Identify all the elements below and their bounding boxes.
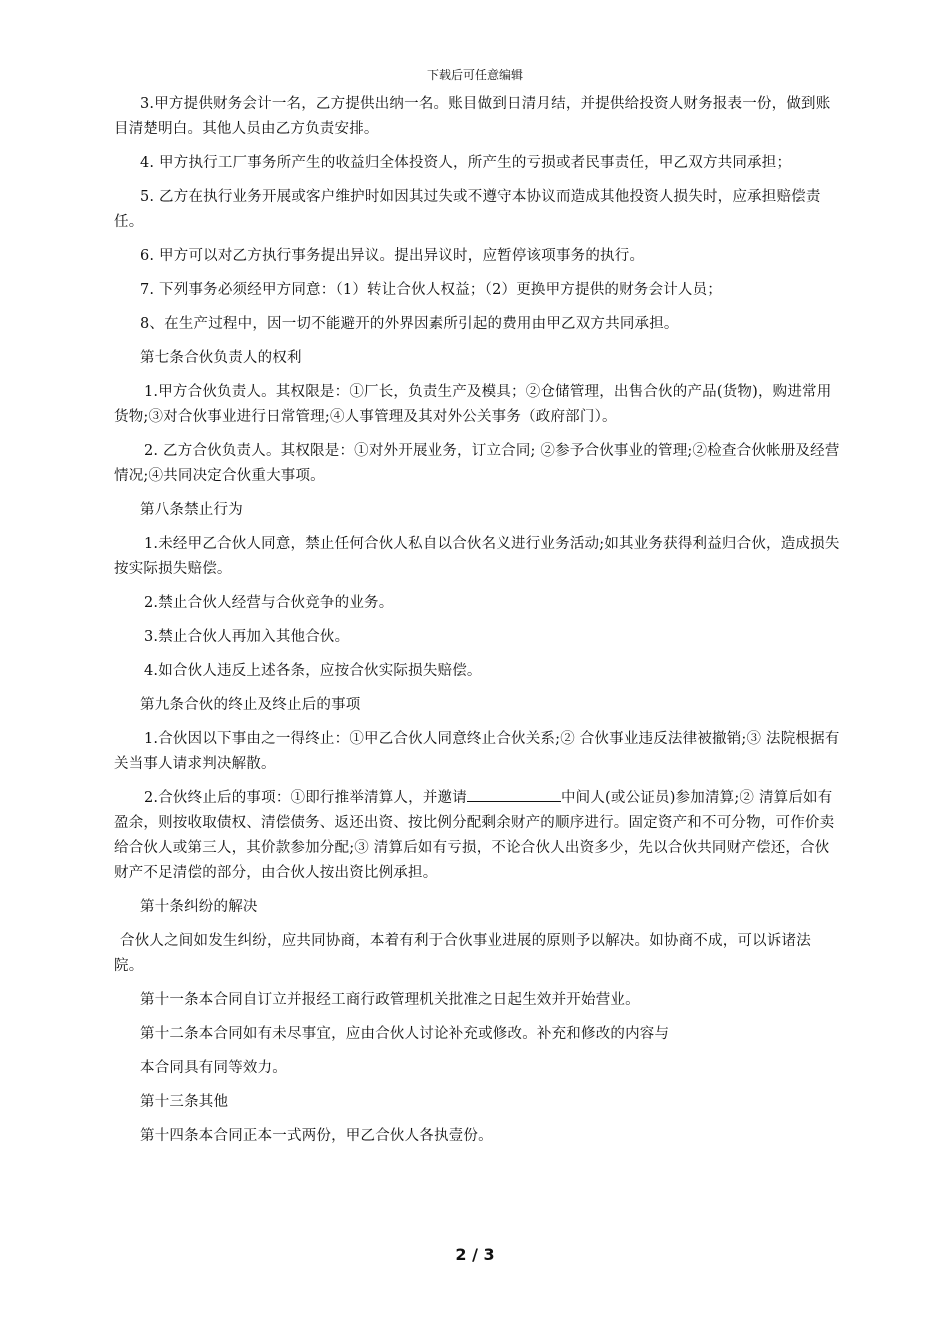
clause-4: 4. 甲方执行工厂事务所产生的收益归全体投资人，所产生的亏损或者民事责任，甲乙双方共同承担； — [140, 155, 792, 171]
article-9-item-1: 1.合伙因以下事由之一得终止：①甲乙合伙人同意终止合伙关系;② 合伙事业违反法律被撤销;③ 法院根据有关当事人请求判决解散。 — [114, 731, 840, 772]
article-9-item-2 — [114, 786, 840, 886]
article-8-item-4: 4.如合伙人违反上述各条，应按合伙实际损失赔偿。 — [144, 663, 482, 679]
document-body — [114, 92, 840, 1158]
article-10-title: 第十条纠纷的解决 — [140, 899, 258, 915]
page-header: 下载后可任意编辑 — [426, 68, 523, 82]
article-8-item-1: 1.未经甲乙合伙人同意，禁止任何合伙人私自以合伙名义进行业务活动;如其业务获得利益归合伙，造成损失按实际损失赔偿。 — [114, 536, 840, 577]
article-9-item-2-part-a: 2.合伙终止后的事项：①即行推举清算人，并邀请 — [144, 790, 467, 806]
clause-6: 6. 甲方可以对乙方执行事务提出异议。提出异议时，应暂停该项事务的执行。 — [140, 248, 645, 264]
clause-3: 3.甲方提供财务会计一名，乙方提供出纳一名。账目做到日清月结，并提供给投资人财务报表一份，做到账目清楚明白。其他人员由乙方负责安排。 — [114, 96, 831, 137]
article-12-line-1: 第十二条本合同如有未尽事宜，应由合伙人讨论补充或修改。补充和修改的内容与 — [140, 1026, 670, 1042]
article-9-title: 第九条合伙的终止及终止后的事项 — [140, 697, 361, 713]
article-8-item-2: 2.禁止合伙人经营与合伙竞争的业务。 — [144, 595, 394, 611]
page-number: 2 / 3 — [455, 1245, 495, 1264]
article-14: 第十四条本合同正本一式两份，甲乙合伙人各执壹份。 — [140, 1128, 493, 1144]
fill-in-blank-line — [467, 787, 561, 802]
article-8-title: 第八条禁止行为 — [140, 502, 243, 518]
article-7-title: 第七条合伙负责人的权利 — [140, 350, 302, 366]
clause-5: 5. 乙方在执行业务开展或客户维护时如因其过失或不遵守本协议而造成其他投资人损失时，应承担赔偿责任。 — [114, 189, 821, 230]
article-8-item-3: 3.禁止合伙人再加入其他合伙。 — [144, 629, 350, 645]
article-7-item-1: 1.甲方合伙负责人。其权限是：①厂长，负责生产及模具；②仓储管理，出售合伙的产品(货物)，购进常用货物;③对合伙事业进行日常管理;④人事管理及其对外公关事务（政府部门）。 — [114, 384, 832, 425]
article-12-line-2: 本合同具有同等效力。 — [140, 1060, 287, 1076]
article-7-item-2: 2. 乙方合伙负责人。其权限是：①对外开展业务，订立合同; ②参予合伙事业的管理;②检查合伙帐册及经营情况;④共同决定合伙重大事项。 — [114, 443, 840, 484]
article-9-item-2-part-b: 中间人(或公证员)参加清算;② 清算后如有盈余，则按收取债权、清偿债务、返还出资、按比例分配剩余财产的顺序进行。固定资产和不可分物，可作价卖给合伙人或第三人，其价款参加分配;③ 清算后如有亏损，不论合伙人出资多少，先以合伙共同财产偿还，合伙财产不足清偿的部分，由合伙人按出资比例承担。 — [114, 790, 835, 881]
article-11: 第十一条本合同自订立并报经工商行政管理机关批准之日起生效并开始营业。 — [140, 992, 640, 1008]
clause-8: 8、在生产过程中，因一切不能避开的外界因素所引起的费用由甲乙双方共同承担。 — [140, 316, 679, 332]
clause-7: 7. 下列事务必须经甲方同意：（1）转让合伙人权益；（2）更换甲方提供的财务会计人员； — [140, 282, 722, 298]
article-13: 第十三条其他 — [140, 1094, 229, 1110]
article-10-body: 合伙人之间如发生纠纷，应共同协商，本着有利于合伙事业进展的原则予以解决。如协商不成，可以诉诸法院。 — [114, 933, 811, 974]
